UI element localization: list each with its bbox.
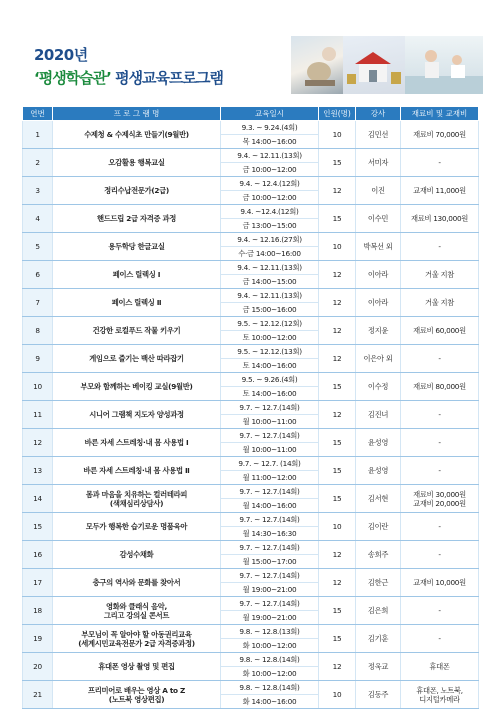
- fee-info-line: -: [438, 634, 441, 643]
- header-fee: 재료비 및 교재비: [401, 107, 479, 121]
- fee-info-line: 재료비 80,000원: [413, 382, 466, 391]
- program-name: [53, 345, 221, 373]
- teacher-name: 윤성영: [356, 429, 401, 457]
- fee-info-line: 거울 지참: [424, 298, 454, 307]
- program-name-line: 수제청 & 수제식초 만들기(9월반): [84, 130, 189, 139]
- schedule-time: 월 14:00~16:00: [221, 499, 319, 513]
- row-number: 6: [23, 261, 53, 289]
- header-capacity: 인원(명): [319, 107, 356, 121]
- table-row: [23, 289, 479, 303]
- fee-info-line: -: [438, 550, 441, 559]
- program-name: [53, 597, 221, 625]
- teacher-name: 김동주: [356, 681, 401, 709]
- fee-info-line: -: [438, 354, 441, 363]
- table-row: [23, 401, 479, 415]
- schedule-time: 월 10:00~11:00: [221, 415, 319, 429]
- capacity: 10: [319, 681, 356, 709]
- row-number: 15: [23, 513, 53, 541]
- fee-info-line: -: [438, 522, 441, 531]
- row-number: 11: [23, 401, 53, 429]
- photo-tea-image: [291, 36, 343, 94]
- fee-info-line: 휴대폰: [429, 662, 450, 671]
- program-name-line: 충구의 역사와 문화를 찾아서: [92, 578, 181, 587]
- capacity: 12: [319, 653, 356, 681]
- program-name-line: 게임으로 즐기는 백산 따라잡기: [89, 354, 184, 363]
- schedule-period: 9.7. ~ 12.7.(14회): [221, 485, 319, 499]
- program-name: [53, 681, 221, 709]
- capacity: 15: [319, 429, 356, 457]
- program-name-line: 건강한 로컬푸드 작물 키우기: [92, 326, 181, 335]
- table-row: [23, 625, 479, 639]
- capacity: 12: [319, 261, 356, 289]
- program-name: [53, 177, 221, 205]
- fee-info: [401, 597, 479, 625]
- schedule-period: 9.4. ~ 12.11.(13회): [221, 289, 319, 303]
- table-row: [23, 569, 479, 583]
- teacher-name: 정욱교: [356, 653, 401, 681]
- program-name-line: 프리미어로 배우는 영상 A to Z: [88, 685, 185, 695]
- program-name-line: 바른 자세 스트레칭·내 몸 사용법 Ⅱ: [83, 466, 190, 475]
- row-number: 9: [23, 345, 53, 373]
- schedule-period: 9.7. ~ 12.7.(14회): [221, 541, 319, 555]
- fee-info: [401, 373, 479, 401]
- table-row: [23, 541, 479, 555]
- fee-info-line: -: [438, 438, 441, 447]
- fee-info: [401, 233, 479, 261]
- row-number: 10: [23, 373, 53, 401]
- fee-info-line: 교재비 11,000원: [413, 186, 466, 195]
- schedule-period: 9.8. ~ 12.8.(13회): [221, 625, 319, 639]
- fee-info-line: 재료비 60,000원: [413, 326, 466, 335]
- program-name: [53, 205, 221, 233]
- schedule-time: 금 14:00~15:00: [221, 275, 319, 289]
- capacity: 12: [319, 569, 356, 597]
- row-number: 20: [23, 653, 53, 681]
- schedule-period: 9.7. ~ 12.7.(14회): [221, 597, 319, 611]
- program-name: [53, 149, 221, 177]
- schedule-time: 월 19:00~21:00: [221, 611, 319, 625]
- program-name: [53, 233, 221, 261]
- table-row: [23, 429, 479, 443]
- program-name-line: 시니어 그램책 지도자 양성과정: [89, 410, 184, 419]
- schedule-time: 화 14:00~16:00: [221, 695, 319, 709]
- schedule-time: 월 19:00~21:00: [221, 583, 319, 597]
- fee-info: [401, 541, 479, 569]
- row-number: 1: [23, 121, 53, 149]
- row-number: 7: [23, 289, 53, 317]
- schedule-time: 월 14:30~16:30: [221, 527, 319, 541]
- fee-info-line: -: [438, 466, 441, 475]
- title-year: 2020년: [34, 46, 88, 64]
- photo-house-coins-image: [343, 36, 405, 94]
- schedule-time: 목 14:00~16:00: [221, 135, 319, 149]
- schedule-time: 화 10:00~12:00: [221, 639, 319, 653]
- teacher-name: 이은아 외: [356, 345, 401, 373]
- schedule-time: 토 14:00~16:00: [221, 387, 319, 401]
- schedule-period: 9.4. ~ 12.11.(13회): [221, 261, 319, 275]
- teacher-name: 이아라: [356, 261, 401, 289]
- teacher-name: 김민선: [356, 121, 401, 149]
- capacity: 10: [319, 513, 356, 541]
- fee-info-line: 교재비 10,000원: [413, 578, 466, 587]
- row-number: 16: [23, 541, 53, 569]
- fee-info: [401, 513, 479, 541]
- fee-info: [401, 289, 479, 317]
- teacher-name: 송희주: [356, 541, 401, 569]
- program-name-line: 페이스 릴렉싱 Ⅰ: [112, 270, 161, 279]
- row-number: 17: [23, 569, 53, 597]
- teacher-name: 김기훈: [356, 625, 401, 653]
- program-name: [53, 513, 221, 541]
- program-name-line: 용두학당 한글교실: [108, 242, 165, 251]
- fee-info: [401, 401, 479, 429]
- program-name: [53, 569, 221, 597]
- table-row: [23, 457, 479, 471]
- fee-info: [401, 121, 479, 149]
- page-title: [34, 67, 223, 88]
- program-name-line: (색채심리상담사): [109, 498, 164, 508]
- program-name-line: 몸과 마음을 치유하는 컬러테라피: [85, 489, 188, 499]
- teacher-name: 이수민: [356, 205, 401, 233]
- program-name: [53, 653, 221, 681]
- fee-info: [401, 205, 479, 233]
- schedule-period: 9.8. ~ 12.8.(14회): [221, 681, 319, 695]
- teacher-name: 김한근: [356, 569, 401, 597]
- fee-info: [401, 317, 479, 345]
- capacity: 12: [319, 541, 356, 569]
- program-table: [22, 106, 479, 709]
- table-row: [23, 205, 479, 219]
- program-name-line: 감성수채화: [119, 550, 154, 559]
- program-name-line: (세계시민교육전문가 2급 자격증과정): [78, 638, 195, 648]
- table-body: [23, 121, 479, 709]
- fee-info-line: 재료비 30,000원: [413, 489, 466, 499]
- header-teacher: 강사: [356, 107, 401, 121]
- schedule-period: 9.7. ~ 12.7.(14회): [221, 569, 319, 583]
- table-row: [23, 373, 479, 387]
- row-number: 21: [23, 681, 53, 709]
- fee-info: [401, 261, 479, 289]
- capacity: 12: [319, 177, 356, 205]
- title-block: [34, 44, 223, 88]
- capacity: 12: [319, 317, 356, 345]
- program-name-line: 바른 자세 스트레칭·내 몸 사용법 Ⅰ: [84, 438, 189, 447]
- table-row: [23, 485, 479, 499]
- teacher-name: 김이란: [356, 513, 401, 541]
- capacity: 12: [319, 345, 356, 373]
- program-name-line: 모두가 행복한 습기로운 명품육아: [85, 522, 188, 531]
- fee-info-line: 거울 지참: [424, 270, 454, 279]
- fee-info-line: 재료비 70,000원: [413, 130, 466, 139]
- program-name: [53, 625, 221, 653]
- fee-info: [401, 485, 479, 513]
- table-row: [23, 149, 479, 163]
- schedule-period: 9.4. ~ 12.4.(12회): [221, 177, 319, 191]
- fee-info-line: -: [438, 410, 441, 419]
- schedule-time: 금 10:00~12:00: [221, 163, 319, 177]
- schedule-time: 수·금 14:00~16:00: [221, 247, 319, 261]
- teacher-name: 윤성영: [356, 457, 401, 485]
- capacity: 12: [319, 289, 356, 317]
- schedule-period: 9.7. ~ 12.7.(14회): [221, 429, 319, 443]
- row-number: 13: [23, 457, 53, 485]
- fee-info: [401, 457, 479, 485]
- row-number: 5: [23, 233, 53, 261]
- schedule-period: 9.4. ~12.4.(12회): [221, 205, 319, 219]
- teacher-name: 박복선 외: [356, 233, 401, 261]
- program-name-line: 핸드드립 2급 자격증 과정: [97, 214, 176, 223]
- table-row: [23, 681, 479, 695]
- program-name: [53, 457, 221, 485]
- program-name-line: 부모님이 꼭 알아야 할 아동권리교육: [81, 629, 192, 639]
- fee-info-line: 휴대폰, 노트북,: [416, 685, 463, 695]
- capacity: 15: [319, 149, 356, 177]
- photo-family-image: [405, 36, 483, 94]
- schedule-period: 9.7. ~ 12.7.(14회): [221, 513, 319, 527]
- teacher-name: 김진녀: [356, 401, 401, 429]
- fee-info-line: 재료비 130,000원: [410, 214, 469, 223]
- row-number: 2: [23, 149, 53, 177]
- schedule-period: 9.7. ~ 12.7. (14회): [221, 457, 319, 471]
- fee-info-line: 교재비 20,000원: [413, 498, 466, 508]
- table-row: [23, 597, 479, 611]
- program-name-line: 정리수납전문가(2급): [104, 186, 169, 195]
- schedule-period: 9.8. ~ 12.8.(14회): [221, 653, 319, 667]
- program-name-line: 오감활용 행복교실: [108, 158, 165, 167]
- capacity: 15: [319, 457, 356, 485]
- schedule-time: 토 14:00~16:00: [221, 359, 319, 373]
- table-header-row: [23, 107, 479, 121]
- program-name-line: (노트북 영상편집): [108, 694, 165, 704]
- row-number: 19: [23, 625, 53, 653]
- header-program-name: 프 로 그 램 명: [53, 107, 221, 121]
- program-name-line: 부모와 함께하는 베이킹 교실(9월반): [80, 382, 193, 391]
- fee-info: [401, 345, 479, 373]
- table-row: [23, 317, 479, 331]
- title-highlight: ‘평생학습관’: [34, 69, 111, 87]
- program-name: [53, 289, 221, 317]
- capacity: 15: [319, 625, 356, 653]
- schedule-time: 월 11:00~12:00: [221, 471, 319, 485]
- program-name: [53, 261, 221, 289]
- header-photos: [291, 36, 483, 94]
- schedule-period: 9.4. ~ 12.16.(27회): [221, 233, 319, 247]
- fee-info: [401, 149, 479, 177]
- row-number: 4: [23, 205, 53, 233]
- capacity: 12: [319, 401, 356, 429]
- program-name: [53, 541, 221, 569]
- capacity: 10: [319, 121, 356, 149]
- capacity: 15: [319, 597, 356, 625]
- schedule-time: 금 10:00~12:00: [221, 191, 319, 205]
- program-name: [53, 429, 221, 457]
- table-row: [23, 345, 479, 359]
- header-schedule: 교육일시: [221, 107, 319, 121]
- header-number: 연번: [23, 107, 53, 121]
- fee-info: [401, 653, 479, 681]
- teacher-name: 정지윤: [356, 317, 401, 345]
- fee-info: [401, 625, 479, 653]
- table-row: [23, 177, 479, 191]
- fee-info-line: -: [438, 158, 441, 167]
- program-name: [53, 121, 221, 149]
- program-name-line: 페이스 릴렉싱 Ⅱ: [111, 298, 162, 307]
- fee-info: [401, 177, 479, 205]
- row-number: 3: [23, 177, 53, 205]
- teacher-name: 이진: [356, 177, 401, 205]
- fee-info: [401, 429, 479, 457]
- teacher-name: 이수정: [356, 373, 401, 401]
- schedule-period: 9.5. ~ 12.12.(13회): [221, 345, 319, 359]
- schedule-time: 토 10:00~12:00: [221, 331, 319, 345]
- row-number: 8: [23, 317, 53, 345]
- fee-info: [401, 681, 479, 709]
- row-number: 12: [23, 429, 53, 457]
- program-name-line: 그리고 강의실 콘서트: [103, 610, 170, 620]
- teacher-name: 김서현: [356, 485, 401, 513]
- program-name: [53, 485, 221, 513]
- schedule-time: 금 13:00~15:00: [221, 219, 319, 233]
- table-row: [23, 233, 479, 247]
- schedule-period: 9.7. ~ 12.7.(14회): [221, 401, 319, 415]
- schedule-time: 월 15:00~17:00: [221, 555, 319, 569]
- program-name: [53, 401, 221, 429]
- capacity: 15: [319, 485, 356, 513]
- row-number: 14: [23, 485, 53, 513]
- table-row: [23, 261, 479, 275]
- table-row: [23, 653, 479, 667]
- capacity: 10: [319, 233, 356, 261]
- fee-info-line: 디지털카메라: [419, 694, 460, 704]
- schedule-time: 화 10:00~12:00: [221, 667, 319, 681]
- schedule-time: 금 15:00~16:00: [221, 303, 319, 317]
- fee-info: [401, 569, 479, 597]
- fee-info-line: -: [438, 606, 441, 615]
- row-number: 18: [23, 597, 53, 625]
- schedule-period: 9.3. ~ 9.24.(4회): [221, 121, 319, 135]
- teacher-name: 이아라: [356, 289, 401, 317]
- table-row: [23, 121, 479, 135]
- program-name-line: 영화와 클래식 음악,: [106, 601, 167, 611]
- schedule-period: 9.5. ~ 12.12.(12회): [221, 317, 319, 331]
- table-row: [23, 513, 479, 527]
- title-rest: 평생교육프로그램: [110, 69, 224, 87]
- program-name: [53, 317, 221, 345]
- program-name-line: 휴대폰 영상 촬영 및 편집: [98, 662, 175, 671]
- program-name: [53, 373, 221, 401]
- schedule-time: 월 10:00~11:00: [221, 443, 319, 457]
- capacity: 15: [319, 373, 356, 401]
- schedule-period: 9.5. ~ 9.26.(4회): [221, 373, 319, 387]
- schedule-period: 9.4. ~ 12.11.(13회): [221, 149, 319, 163]
- teacher-name: 서미자: [356, 149, 401, 177]
- teacher-name: 김은희: [356, 597, 401, 625]
- fee-info-line: -: [438, 242, 441, 251]
- capacity: 15: [319, 205, 356, 233]
